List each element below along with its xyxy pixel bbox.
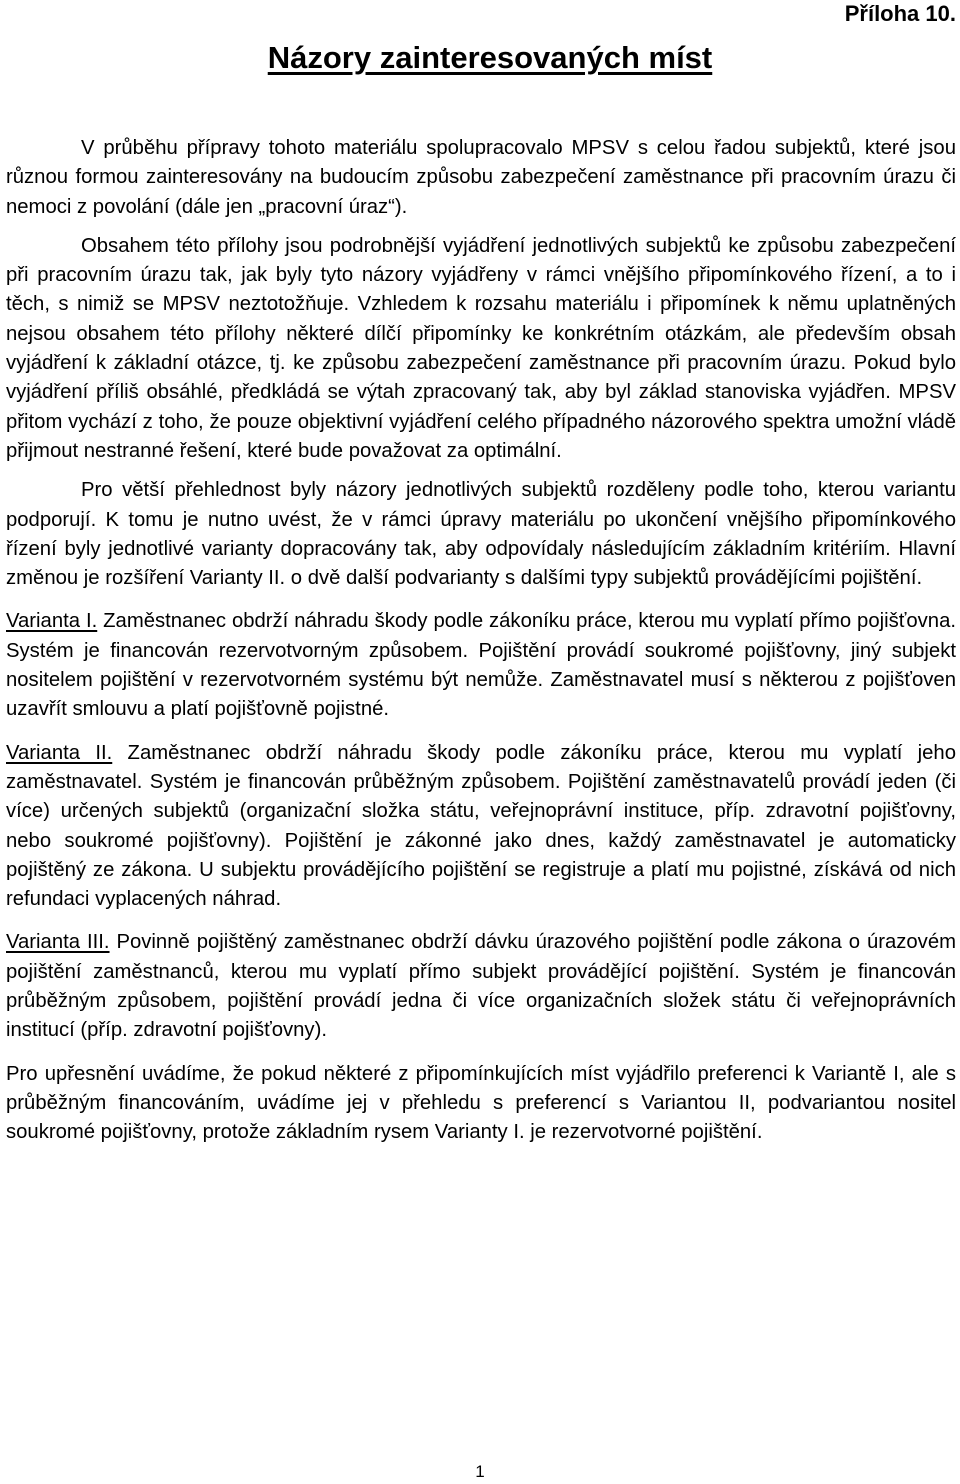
variant-2-label: Varianta II. xyxy=(6,741,113,764)
content-paragraph: Obsahem této přílohy jsou podrobnější vyjádření jednotlivých subjektů ke způsobu zabezpečení při pracovním úrazu tak, jak byly tyto názory vyjádřeny v rámci vnějšího připomínkového řízení, a to i těch, s nimiž se MPSV neztotožňuje. Vzhledem k rozsahu materiálu i připomínek k němu uplatněných nejsou obsahem této přílohy některé dílčí připomínky ke konkrétním otázkám, ale především obsah vyjádření k základní otázce, tj. ke způsobu zabezpečení zaměstnance při pracovním úrazu. Pokud bylo vyjádření příliš obsáhlé, předkládá se výtah zpracovaný tak, aby byl základ stanoviska vyjádřen. MPSV přitom vychází z toho, že pouze objektivní vyjádření celého případného názorového spektra umožní vládě přijmout nestranné řešení, které bude považovat za optimální. xyxy=(6,234,956,462)
closing-paragraph: Pro upřesnění uvádíme, že pokud některé z připomínkujících míst vyjádřilo preferenci k Variantě I, ale s průběžným financováním, uvádíme jej v přehledu s preferencí s Variantou II, podvariantou nositel soukromé pojišťovny, protože základním rysem Varianty I. je rezervotvorné pojištění. xyxy=(6,1062,956,1144)
page-number: 1 xyxy=(475,1462,485,1481)
variant-3-paragraph xyxy=(6,928,956,1045)
document-body xyxy=(6,134,956,1148)
page-title xyxy=(0,38,960,78)
intro-paragraph: V průběhu přípravy tohoto materiálu spolupracovalo MPSV s celou řadou subjektů, které jsou různou formou zainteresovány na budoucím způsobu zabezpečení zaměstnance při pracovním úrazu či nemoci z povolání (dále jen „pracovní úraz“). xyxy=(6,137,956,218)
appendix-label: Příloha 10. xyxy=(844,1,956,26)
variant-1-paragraph xyxy=(6,607,956,724)
variant-1-label: Varianta I. xyxy=(6,610,98,633)
page-title-text: Názory zainteresovaných míst xyxy=(267,40,713,75)
overview-paragraph: Pro větší přehlednost byly názory jednotlivých subjektů rozděleny podle toho, kterou variantu podporují. K tomu je nutno uvést, že v rámci úpravy materiálu po ukončení vnějšího připomínkového řízení byly jednotlivé varianty dopracovány tak, aby odpovídaly následujícím základním kritériím. Hlavní změnou je rozšíření Varianty II. o dvě další podvarianty s dalšími typy subjektů provádějícími pojištění. xyxy=(6,479,956,590)
variant-3-text: Povinně pojištěný zaměstnanec obdrží dávku úrazového pojištění podle zákona o úrazovém pojištění zaměstnanců, kterou mu vyplatí přímo subjekt provádějící pojištění. Systém je financován průběžným způsobem, pojištění provádí jedna či více organizačních složek státu či veřejnoprávních institucí (příp. zdravotní pojišťovny). xyxy=(6,931,956,1042)
variant-2-text: Zaměstnanec obdrží náhradu škody podle zákoníku práce, kterou mu vyplatí jeho zaměstnavatel. Systém je financován průběžným způsobem. Pojištění zaměstnavatelů provádí jeden (či více) určených subjektů (organizační složka státu, veřejnoprávní instituce, příp. zdravotní pojišťovny, nebo soukromé pojišťovny). Pojištění je zákonné jako dnes, každý zaměstnavatel je automaticky pojištěný ze zákona. U subjektu provádějícího pojištění se registruje a platí mu pojistné, získává od nich refundaci vyplacených náhrad. xyxy=(6,741,956,911)
variant-1-text: Zaměstnanec obdrží náhradu škody podle zákoníku práce, kterou mu vyplatí přímo pojišťovna. Systém je financován rezervotvorným způsobem. Pojištění provádí soukromé pojišťovny, jiný subjekt nositelem pojištění v rezervotvorném systému být nemůže. Zaměstnavatel musí s některou z pojišťoven uzavřít smlouvu a platí pojišťovně pojistné. xyxy=(6,610,956,721)
variant-2-paragraph xyxy=(6,739,956,915)
variant-3-label: Varianta III. xyxy=(6,931,110,954)
